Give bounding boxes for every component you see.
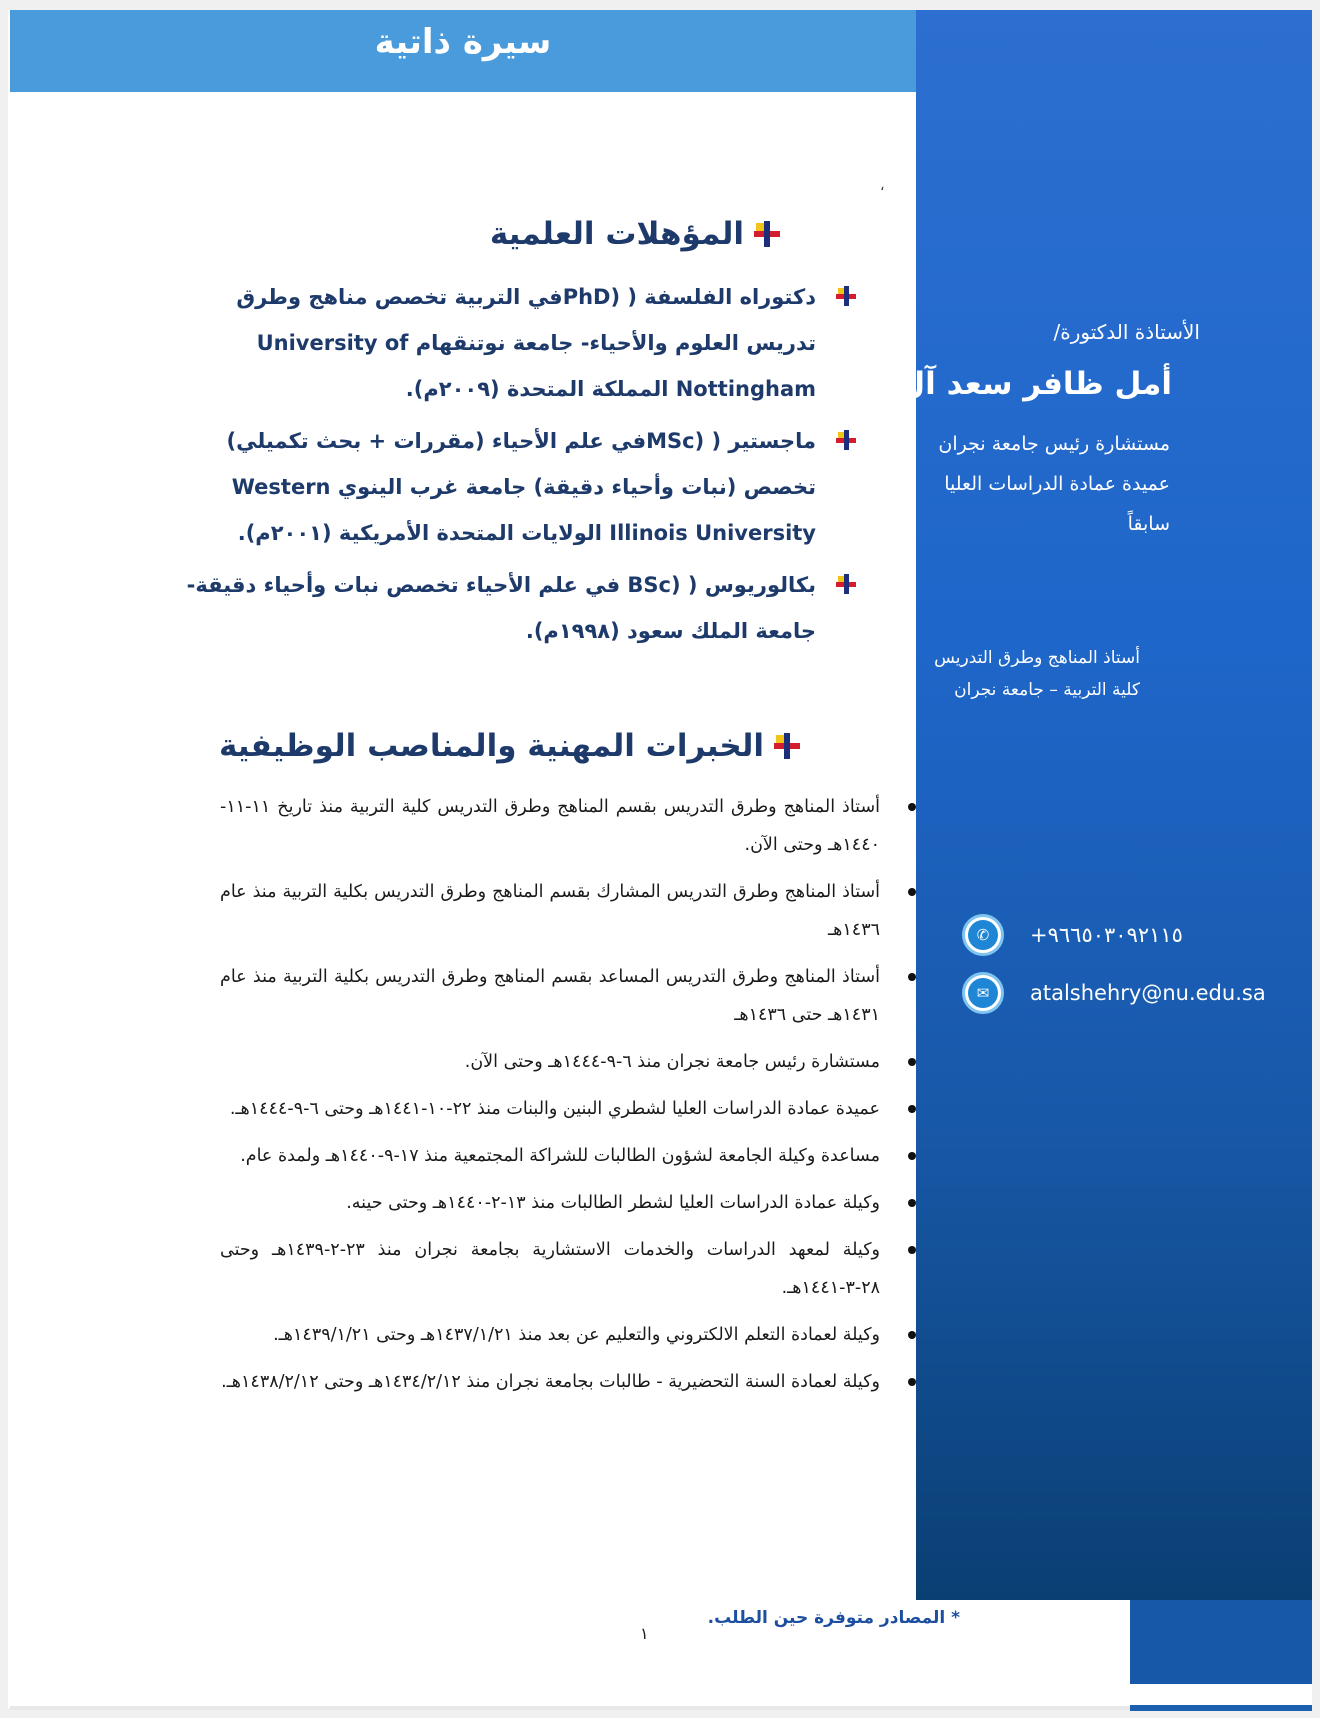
list-item: عميدة عمادة الدراسات العليا لشطري البنين والبنات منذ ٢٢-١٠-١٤٤١هـ وحتى ٦-٩-١٤٤٤هـ. [220,1090,880,1128]
sidebar-roles [938,424,1170,544]
contact-phone-row [962,912,1183,958]
qualification-item [176,274,816,412]
sidebar-role-line: عميدة عمادة الدراسات العليا [944,473,1170,495]
plus-bullet-icon [836,286,856,306]
page-title: سيرة ذاتية [374,22,552,62]
qualification-item [176,418,816,556]
header-bar [10,10,916,92]
sidebar-role-line: سابقاً [1127,513,1170,535]
stray-mark: ، [880,178,885,194]
list-item: مستشارة رئيس جامعة نجران منذ ٦-٩-١٤٤٤هـ وحتى الآن. [220,1043,880,1081]
list-item: وكيلة لعمادة التعلم الالكتروني والتعليم عن بعد منذ ١٤٣٧/١/٢١هـ وحتى ١٤٣٩/١/٢١هـ. [220,1316,880,1354]
list-item: أستاذ المناهج وطرق التدريس بقسم المناهج وطرق التدريس كلية التربية منذ تاريخ ١١-١١- ١٤٤٠هـ وحتى الآن. [220,788,880,864]
sidebar-profession [934,642,1140,706]
qualification-item [176,562,816,654]
plus-bullet-icon [754,221,780,247]
list-item: مساعدة وكيلة الجامعة لشؤون الطالبات للشراكة المجتمعية منذ ١٧-٩-١٤٤٠هـ ولمدة عام. [220,1137,880,1175]
qualification-text: بكالوريوس ( (BSc في علم الأحياء تخصص نبات وأحياء دقيقة- جامعة الملك سعود (١٩٩٨م). [186,573,816,643]
footer-divider [10,1706,1312,1710]
experience-heading [219,728,800,764]
plus-bullet-icon [836,574,856,594]
contact-email-row [962,970,1266,1016]
footer-accent [1130,1705,1312,1711]
list-item: وكيلة لمعهد الدراسات والخدمات الاستشارية بجامعة نجران منذ ٢٣-٢-١٤٣٩هـ وحتى ٢٨-٣-١٤٤١هـ. [220,1231,880,1307]
contact-phone[interactable]: +٩٦٦٥٠٣٠٩٢١١٥ [1030,923,1183,947]
sidebar-panel [916,10,1312,1600]
sidebar-role-line: مستشارة رئيس جامعة نجران [938,433,1170,455]
qualifications-heading-text: المؤهلات العلمية [489,216,744,252]
sidebar-bottom-strip [1130,1600,1312,1684]
qualification-text: دكتوراه الفلسفة ( (PhDفي التربية تخصص مناهج وطرق تدريس العلوم والأحياء- جامعة نوتنقهام University of Nottingham المملكة المتحدة (٢٠٠٩م). [236,285,816,401]
footer-note: * المصادر متوفرة حين الطلب. [707,1608,960,1628]
experience-list-clip [120,780,920,1552]
sidebar-profession-line: أستاذ المناهج وطرق التدريس [934,648,1140,668]
list-item: وكيلة عمادة الدراسات العليا لشطر الطالبات منذ ١٣-٢-١٤٤٠هـ وحتى حينه. [220,1184,880,1222]
plus-bullet-icon [836,430,856,450]
sidebar-profession-line: كلية التربية – جامعة نجران [954,680,1140,700]
sidebar-name: أمل ظافر سعد آل عثمان [794,366,1172,402]
experience-heading-text: الخبرات المهنية والمناصب الوظيفية [218,728,764,764]
phone-icon: ✆ [962,914,1004,956]
list-item: أستاذ المناهج وطرق التدريس المشارك بقسم المناهج وطرق التدريس بكلية التربية منذ عام ١٤٣٦هـ [220,873,880,949]
email-icon: ✉ [962,972,1004,1014]
qualification-text: ماجستير ( (MScفي علم الأحياء (مقررات + بحث تكميلي) تخصص (نبات وأحياء دقيقة) جامعة غرب الينوي Western Illinois University الولايات المتحدة الأمريكية (٢٠٠١م). [226,429,816,545]
contact-email[interactable]: atalshehry@nu.edu.sa [1030,981,1266,1005]
list-item: وكيلة لعمادة السنة التحضيرية - طالبات بجامعة نجران منذ ١٤٣٤/٢/١٢هـ وحتى ١٤٣٨/٢/١٢هـ. [220,1363,880,1401]
list-item: أستاذ المناهج وطرق التدريس المساعد بقسم المناهج وطرق التدريس بكلية التربية منذ عام ١٤٣١هـ حتى ١٤٣٦هـ [220,958,880,1034]
sidebar-title-prefix: الأستاذة الدكتورة/ [1053,320,1200,344]
plus-bullet-icon [774,733,800,759]
qualifications-heading [490,216,780,252]
experience-list [220,788,880,1410]
page-number: ١ [640,1624,649,1643]
